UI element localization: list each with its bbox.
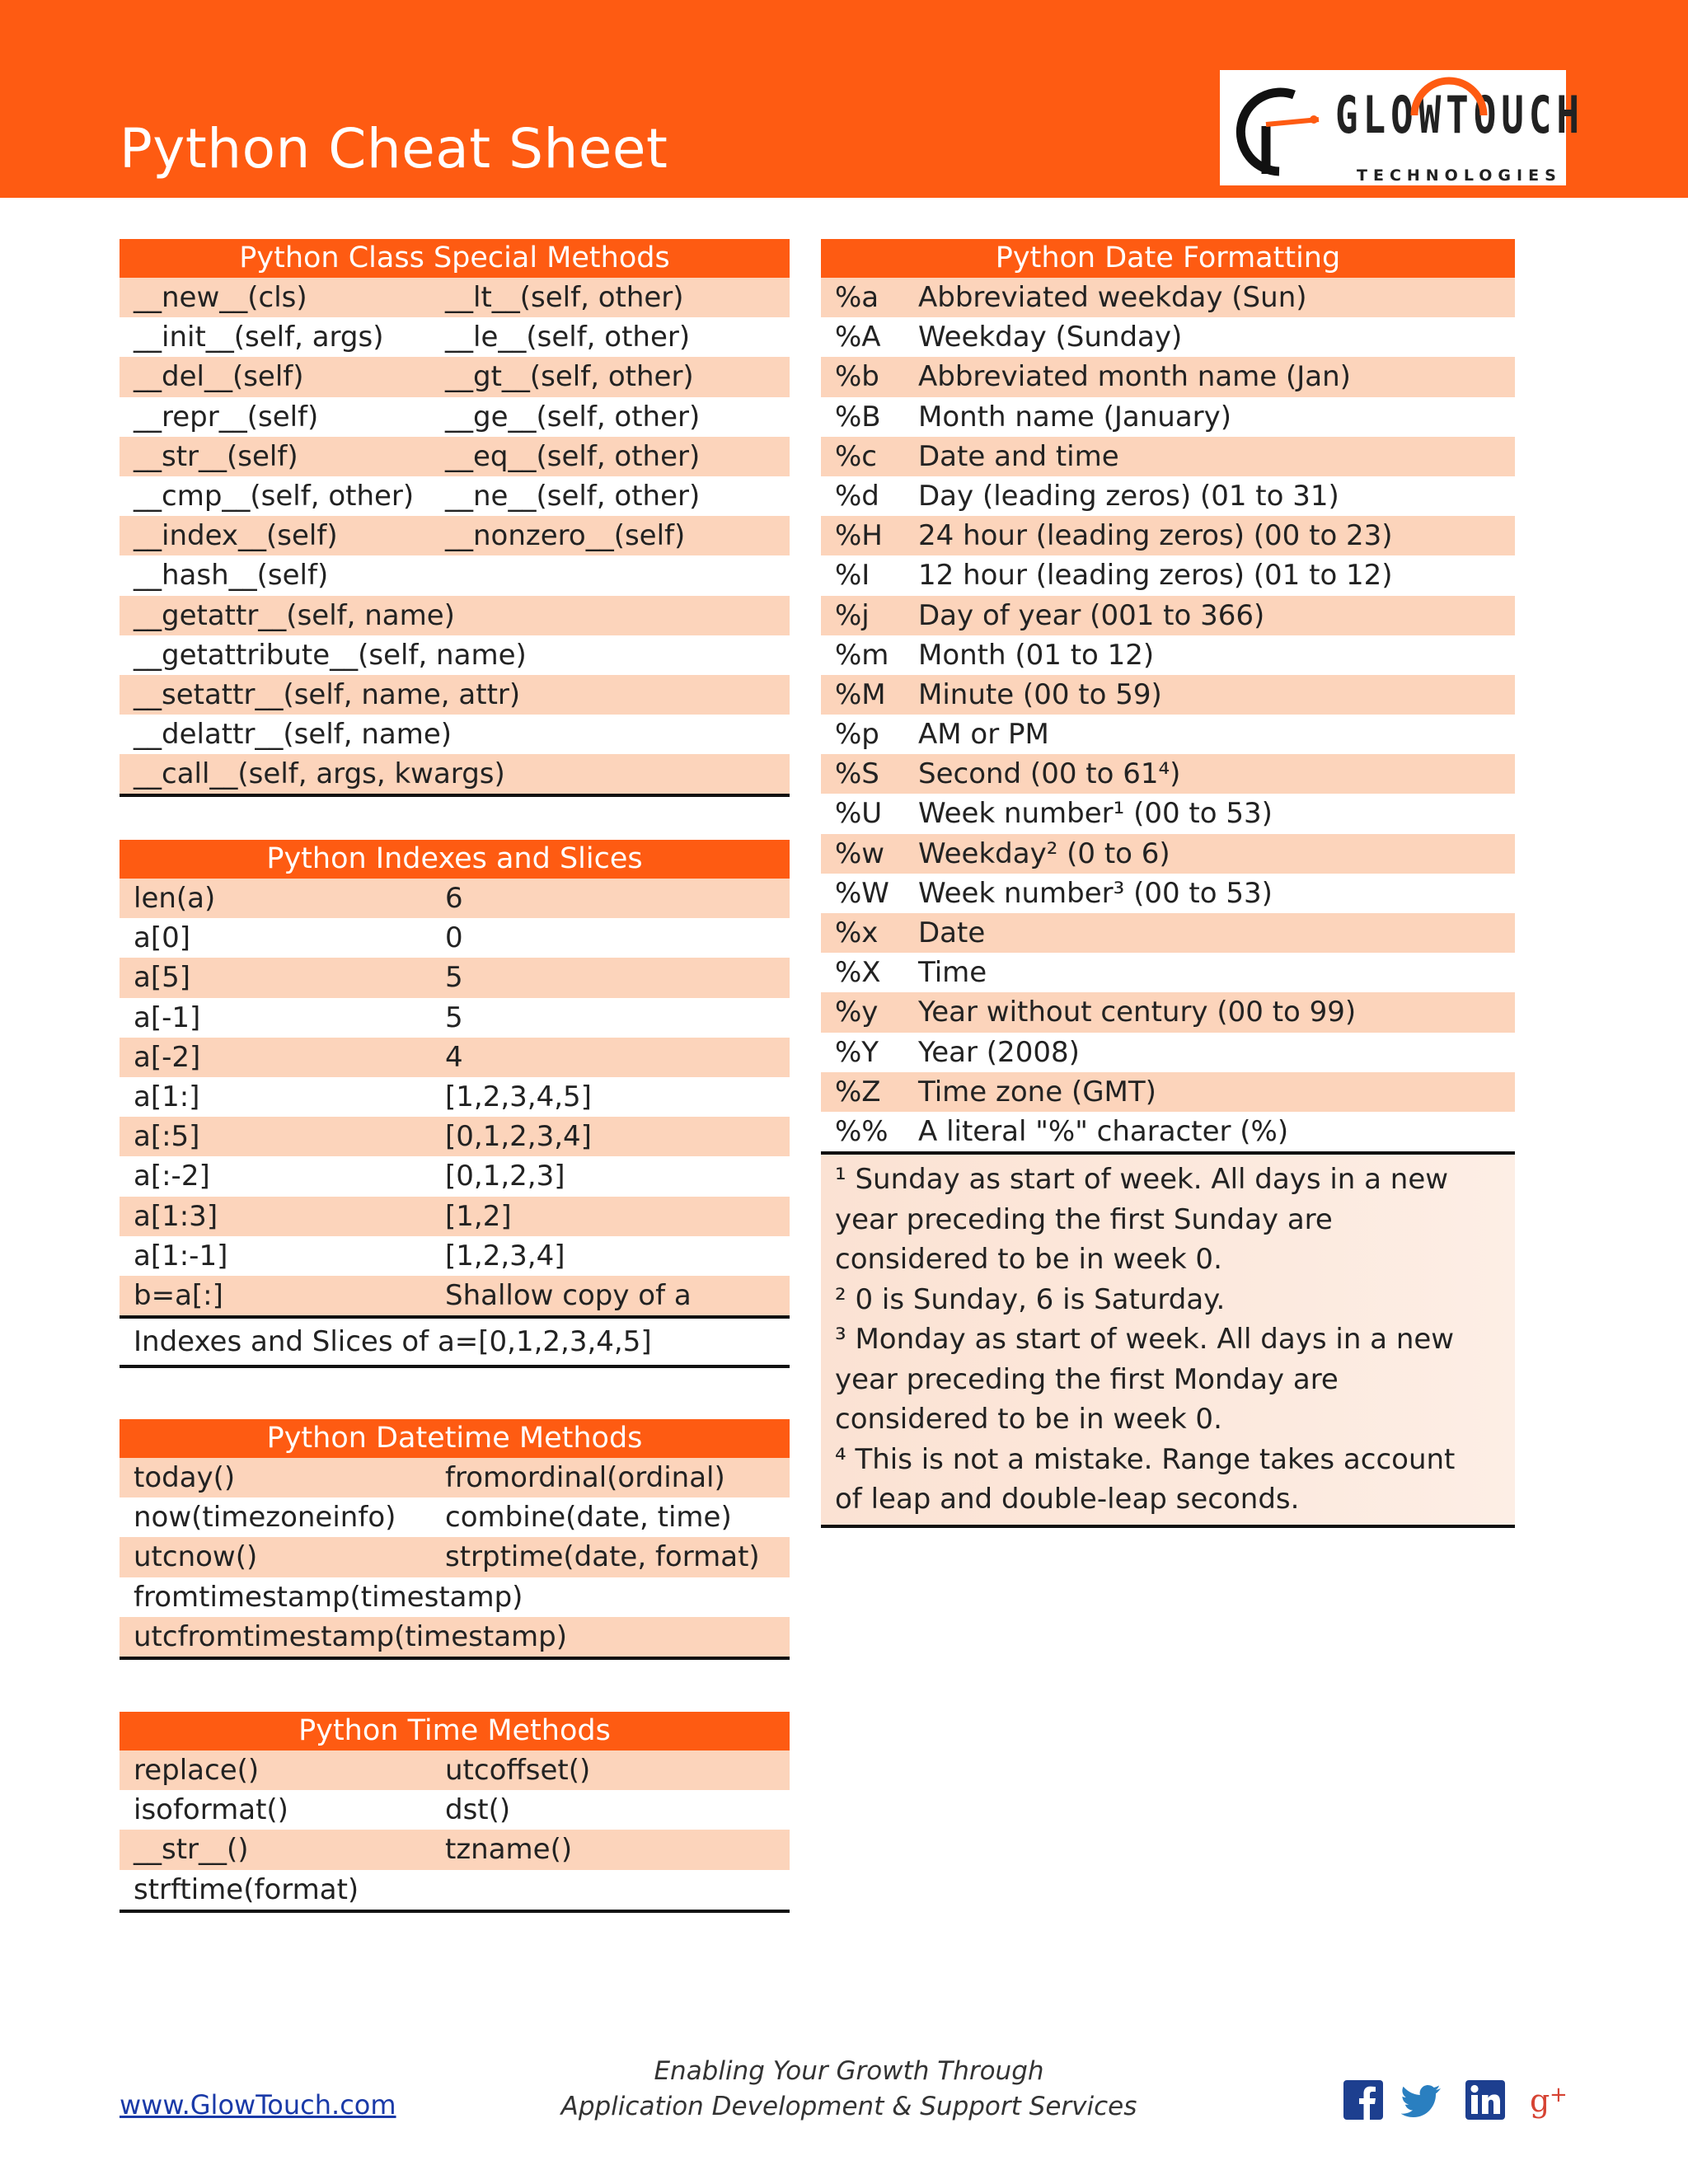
format-desc: Day (leading zeros) (01 to 31)	[918, 479, 1339, 513]
index-expr: a[5]	[134, 961, 190, 995]
table-end-rule	[120, 794, 790, 797]
index-value: [1,2,3,4,5]	[445, 1080, 592, 1113]
method-name: __getattribute__(self, name)	[134, 638, 527, 672]
table-row	[821, 675, 1515, 715]
table-row	[120, 715, 790, 754]
twitter-icon[interactable]	[1401, 2079, 1444, 2121]
footnote-line: year preceding the first Monday are	[835, 1362, 1339, 1396]
method-name: isoformat()	[134, 1793, 288, 1827]
method-name: utcoffset()	[445, 1754, 591, 1787]
google-plus-icon[interactable]	[1528, 2079, 1571, 2121]
table-row	[821, 476, 1515, 516]
format-code: %S	[835, 757, 879, 791]
table-row	[120, 1077, 790, 1117]
method-name: __str__()	[134, 1833, 249, 1867]
time-heading: Python Time Methods	[120, 1712, 790, 1750]
index-expr: a[1:3]	[134, 1199, 218, 1233]
footnote-line: ¹ Sunday as start of week. All days in a new	[835, 1163, 1449, 1197]
format-code: %a	[835, 281, 879, 314]
table-end-rule	[120, 1657, 790, 1660]
table-row	[120, 357, 790, 396]
method-name: __cmp__(self, other)	[134, 479, 415, 513]
table-row	[821, 1033, 1515, 1072]
index-value: [0,1,2,3]	[445, 1160, 565, 1193]
table-row	[120, 754, 790, 794]
table-row	[821, 437, 1515, 476]
table-row	[120, 516, 790, 555]
table-row	[821, 596, 1515, 635]
format-code: %d	[835, 479, 879, 513]
format-desc: Abbreviated month name (Jan)	[918, 360, 1351, 394]
format-code: %Y	[835, 1035, 879, 1069]
footnotes-box	[821, 1155, 1515, 1528]
method-name: __gt__(self, other)	[445, 360, 694, 394]
footnote-line: of leap and double-leap seconds.	[835, 1483, 1300, 1516]
table-row	[821, 953, 1515, 992]
table-row	[821, 874, 1515, 913]
format-code: %U	[835, 797, 883, 831]
table-end-rule	[120, 1365, 790, 1368]
indexes-table	[120, 840, 790, 1368]
table-row	[821, 357, 1515, 396]
logo-subtitle: TECHNOLOGIES	[1357, 166, 1562, 185]
method-name: fromtimestamp(timestamp)	[134, 1580, 523, 1614]
format-desc: Year without century (00 to 99)	[918, 996, 1357, 1029]
format-code: %j	[835, 598, 870, 632]
format-code: %w	[835, 837, 885, 870]
table-row	[821, 754, 1515, 794]
method-name: replace()	[134, 1754, 260, 1787]
format-desc: Abbreviated weekday (Sun)	[918, 281, 1307, 314]
table-row	[821, 516, 1515, 555]
footnote-line: ² 0 is Sunday, 6 is Saturday.	[835, 1282, 1226, 1316]
table-row	[120, 476, 790, 516]
footnote-line: ⁴ This is not a mistake. Range takes account	[835, 1442, 1456, 1476]
format-desc: Weekday (Sunday)	[918, 321, 1183, 354]
table-row	[821, 834, 1515, 874]
format-desc: A literal "%" character (%)	[918, 1114, 1289, 1148]
format-desc: Week number³ (00 to 53)	[918, 876, 1273, 910]
format-desc: Date	[918, 916, 986, 949]
method-name: __repr__(self)	[134, 400, 319, 434]
method-name: __index__(self)	[134, 519, 338, 553]
method-name: __setattr__(self, name, attr)	[134, 677, 521, 711]
format-desc: Second (00 to 61⁴)	[918, 757, 1181, 791]
table-row	[120, 1276, 790, 1315]
index-expr: len(a)	[134, 882, 216, 915]
tagline-line-1: Enabling Your Growth Through	[654, 2056, 1044, 2086]
method-name: combine(date, time)	[445, 1501, 732, 1535]
table-row	[821, 397, 1515, 437]
datetime-heading: Python Datetime Methods	[120, 1419, 790, 1458]
table-row	[120, 1750, 790, 1790]
class-methods-heading: Python Class Special Methods	[120, 239, 790, 278]
method-name: __str__(self)	[134, 439, 298, 473]
index-value: 5	[445, 961, 463, 995]
index-value: Shallow copy of a	[445, 1278, 692, 1312]
index-value: [1,2]	[445, 1199, 512, 1233]
method-name: utcnow()	[134, 1540, 258, 1574]
linkedin-icon[interactable]	[1464, 2079, 1507, 2121]
table-row	[120, 317, 790, 357]
index-expr: a[-2]	[134, 1040, 201, 1074]
time-table	[120, 1712, 790, 1913]
index-expr: b=a[:]	[134, 1278, 223, 1312]
method-name: __new__(cls)	[134, 281, 307, 314]
format-desc: Date and time	[918, 439, 1119, 473]
table-row	[120, 397, 790, 437]
method-name: __del__(self)	[134, 360, 304, 394]
format-desc: AM or PM	[918, 718, 1049, 752]
method-name: __lt__(self, other)	[445, 281, 684, 314]
tagline-line-2: Application Development & Support Services	[560, 2092, 1137, 2121]
table-row	[821, 1072, 1515, 1112]
table-row	[120, 1617, 790, 1657]
format-code: %p	[835, 718, 879, 752]
method-name: __nonzero__(self)	[445, 519, 686, 553]
table-row	[120, 1790, 790, 1830]
table-row	[120, 1870, 790, 1910]
header-bar	[0, 0, 1688, 198]
table-row	[120, 1156, 790, 1196]
method-name: __eq__(self, other)	[445, 439, 701, 473]
format-code: %m	[835, 638, 889, 672]
table-row	[120, 998, 790, 1038]
method-name: __ge__(self, other)	[445, 400, 701, 434]
format-code: %W	[835, 876, 889, 910]
date-format-table	[821, 239, 1515, 1528]
format-code: %I	[835, 559, 870, 593]
index-expr: a[1:]	[134, 1080, 200, 1113]
footnote-line: year preceding the first Sunday are	[835, 1202, 1333, 1236]
method-name: utcfromtimestamp(timestamp)	[134, 1619, 568, 1653]
table-row	[120, 918, 790, 958]
format-desc: Day of year (001 to 366)	[918, 598, 1265, 632]
table-row	[120, 1236, 790, 1276]
format-code: %%	[835, 1114, 889, 1148]
index-value: 0	[445, 921, 463, 955]
index-expr: a[-1]	[134, 1001, 201, 1034]
table-row	[120, 1577, 790, 1617]
method-name: __init__(self, args)	[134, 321, 384, 354]
method-name: __delattr__(self, name)	[134, 718, 452, 752]
format-desc: Time	[918, 956, 987, 990]
index-value: 4	[445, 1040, 463, 1074]
method-name: __hash__(self)	[134, 559, 329, 593]
table-row	[821, 1112, 1515, 1151]
method-name: fromordinal(ordinal)	[445, 1461, 725, 1494]
format-code: %X	[835, 956, 881, 990]
glowtouch-logo[interactable]	[1220, 70, 1584, 185]
table-row	[821, 794, 1515, 833]
format-desc: Month (01 to 12)	[918, 638, 1155, 672]
table-row	[821, 635, 1515, 675]
method-name: __le__(self, other)	[445, 321, 691, 354]
table-row	[120, 1830, 790, 1869]
table-row	[821, 317, 1515, 357]
format-code: %A	[835, 321, 881, 354]
table-row	[120, 1117, 790, 1156]
logo-orange-ring-icon	[1408, 70, 1490, 128]
class-methods-table	[120, 239, 790, 797]
method-name: __getattr__(self, name)	[134, 598, 455, 632]
method-name: __ne__(self, other)	[445, 479, 701, 513]
table-row	[821, 913, 1515, 953]
table-row	[821, 992, 1515, 1032]
table-row	[120, 1038, 790, 1077]
format-desc: Weekday² (0 to 6)	[918, 837, 1170, 870]
format-code: %c	[835, 439, 877, 473]
table-row	[120, 596, 790, 635]
table-row	[120, 437, 790, 476]
format-code: %B	[835, 400, 881, 434]
method-name: strptime(date, format)	[445, 1540, 760, 1574]
format-code: %H	[835, 519, 883, 553]
table-row	[120, 1197, 790, 1236]
format-code: %b	[835, 360, 879, 394]
footnote-line: considered to be in week 0.	[835, 1403, 1222, 1436]
format-code: %y	[835, 996, 879, 1029]
table-row	[821, 555, 1515, 595]
method-name: tzname()	[445, 1833, 573, 1867]
method-name: dst()	[445, 1793, 511, 1827]
format-code: %x	[835, 916, 879, 949]
format-code: %Z	[835, 1075, 881, 1108]
indexes-heading: Python Indexes and Slices	[120, 840, 790, 879]
format-desc: Year (2008)	[918, 1035, 1080, 1069]
logo-g-icon	[1230, 77, 1320, 180]
index-value: [1,2,3,4]	[445, 1239, 565, 1272]
table-row	[821, 278, 1515, 317]
format-desc: Week number¹ (00 to 53)	[918, 797, 1273, 831]
page-title: Python Cheat Sheet	[120, 117, 668, 180]
index-value: 6	[445, 882, 463, 915]
format-desc: 24 hour (leading zeros) (00 to 23)	[918, 519, 1393, 553]
format-desc: Time zone (GMT)	[918, 1075, 1156, 1108]
indexes-caption: Indexes and Slices of a=[0,1,2,3,4,5]	[134, 1325, 652, 1359]
index-expr: a[:-2]	[134, 1160, 210, 1193]
index-expr: a[1:-1]	[134, 1239, 228, 1272]
method-name: __call__(self, args, kwargs)	[134, 757, 505, 791]
datetime-table	[120, 1419, 790, 1660]
table-row	[120, 1458, 790, 1497]
format-desc: 12 hour (leading zeros) (01 to 12)	[918, 559, 1393, 593]
table-row	[120, 278, 790, 317]
table-row	[120, 958, 790, 997]
website-link[interactable]: www.GlowTouch.com	[120, 2089, 396, 2121]
footnote-line: considered to be in week 0.	[835, 1243, 1222, 1277]
table-row	[120, 879, 790, 918]
method-name: strftime(format)	[134, 1872, 359, 1906]
footnote-line: ³ Monday as start of week. All days in a new	[835, 1323, 1455, 1357]
format-code: %M	[835, 677, 886, 711]
format-desc: Month name (January)	[918, 400, 1232, 434]
date-format-heading: Python Date Formatting	[821, 239, 1515, 278]
index-value: [0,1,2,3,4]	[445, 1120, 592, 1154]
method-name: today()	[134, 1461, 236, 1494]
footer-tagline	[536, 2054, 1162, 2125]
table-row	[120, 675, 790, 715]
table-row	[120, 1537, 790, 1577]
facebook-icon[interactable]	[1342, 2079, 1385, 2121]
table-row	[120, 1497, 790, 1537]
logo-wordmark: GLOWTOUCH	[1335, 85, 1584, 145]
method-name: now(timezoneinfo)	[134, 1501, 396, 1535]
format-desc: Minute (00 to 59)	[918, 677, 1162, 711]
table-end-rule	[120, 1910, 790, 1913]
table-row	[120, 635, 790, 675]
index-expr: a[:5]	[134, 1120, 200, 1154]
index-value: 5	[445, 1001, 463, 1034]
svg-text:g: g	[1530, 2083, 1550, 2119]
svg-text:+: +	[1550, 2083, 1568, 2107]
index-expr: a[0]	[134, 921, 190, 955]
table-row	[821, 715, 1515, 754]
table-row	[120, 555, 790, 595]
